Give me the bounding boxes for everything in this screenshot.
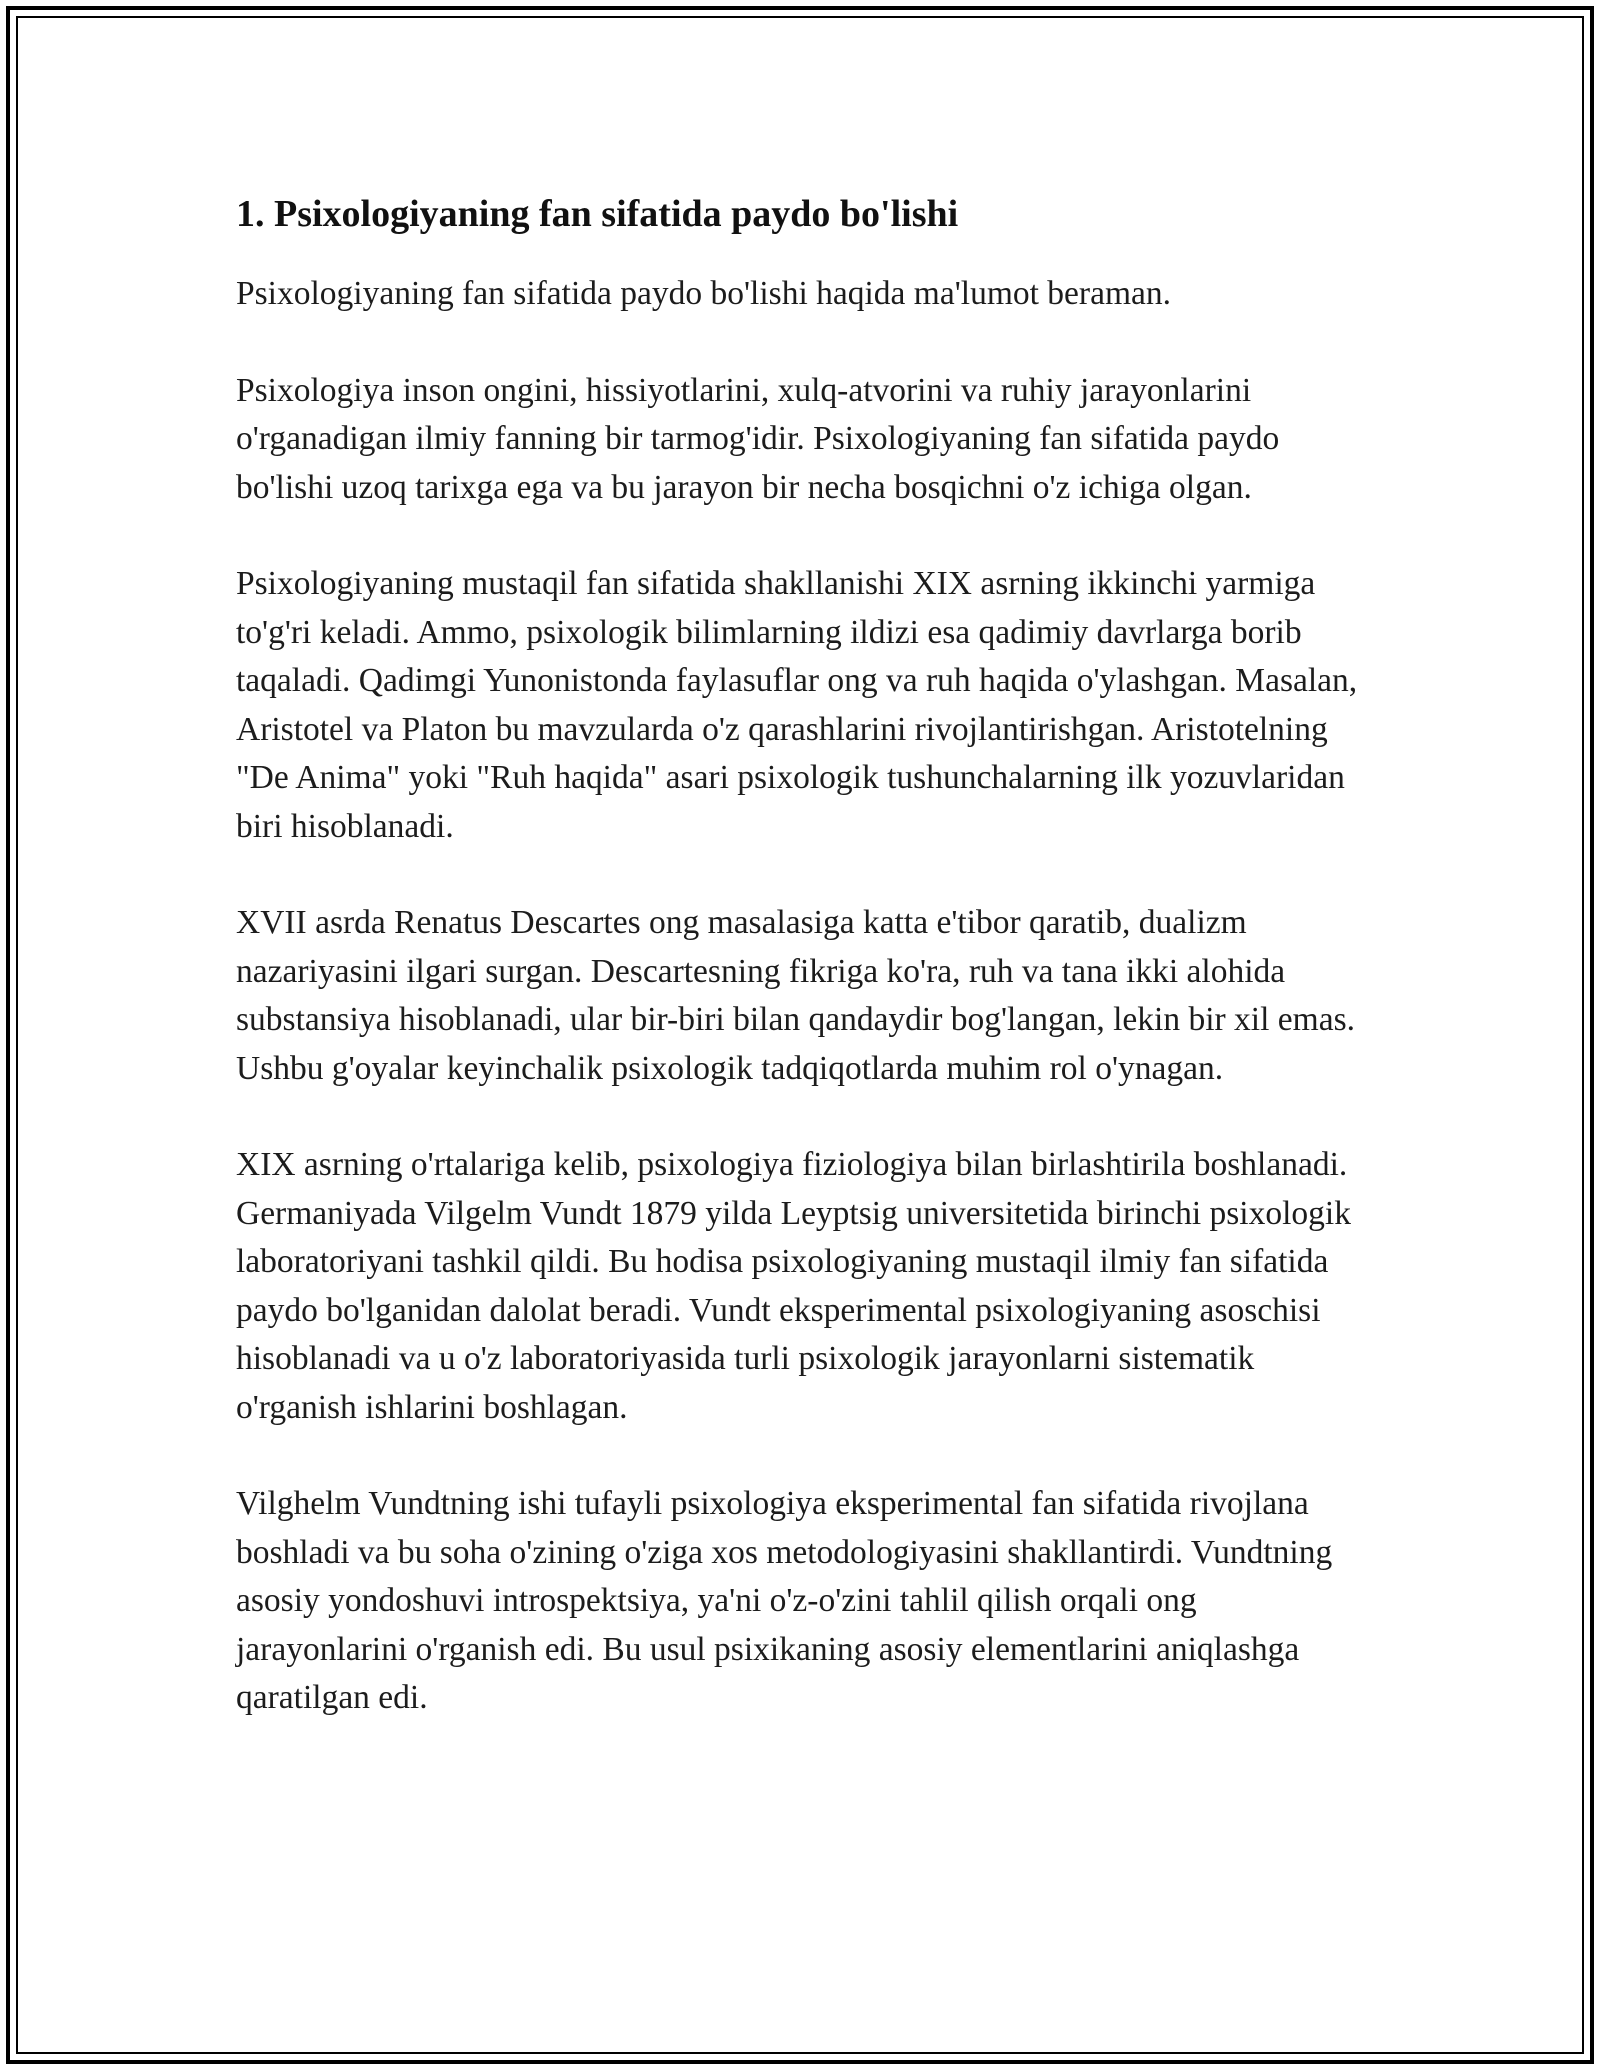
paragraph-ancient-roots: Psixologiyaning mustaqil fan sifatida shakllanishi XIX asrning ikkinchi yarmiga to'g'ri keladi. Ammo, psixologik bilimlarning ildizi esa qadimiy davrlarga borib taqaladi. Qadimgi Yunonistonda faylasuflar ong va ruh haqida o'ylashgan. Masalan, Aristotel va Platon bu mavzularda o'z qarashlarini rivojlantirishgan. Aristotelning "De Anima" yoki "Ruh haqida" asari psixologik tushunchalarning ilk yozuvlaridan biri hisoblanadi. bbox=[236, 565, 1358, 845]
paragraph-definition: Psixologiya inson ongini, hissiyotlarini, xulq-atvorini va ruhiy jarayonlarini o'rganadigan ilmiy fanning bir tarmog'idir. Psixologiyaning fan sifatida paydo bo'lishi uzoq tarixga ega va bu jarayon bir necha bosqichni o'z ichiga olgan. bbox=[236, 371, 1280, 506]
paragraph-wundt-laboratory: XIX asrning o'rtalariga kelib, psixologiya fiziologiya bilan birlashtirila boshlanadi. Germaniyada Vilgelm Vundt 1879 yilda Leyptsig universitetida birinchi psixologik laboratoriyani tashkil qildi. Bu hodisa psixologiyaning mustaqil ilmiy fan sifatida paydo bo'lganidan dalolat beradi. Vundt eksperimental psixologiyaning asoschisi hisoblanadi va u o'z laboratoriyasida turli psixologik jarayonlarni sistematik o'rganish ishlarini boshlagan. bbox=[236, 1146, 1351, 1426]
paragraph-descartes: XVII asrda Renatus Descartes ong masalasiga katta e'tibor qaratib, dualizm nazariyasini ilgari surgan. Descartesning fikriga ko'ra, ruh va tana ikki alohida substansiya hisoblanadi, ular bir-biri bilan qandaydir bog'langan, lekin bir xil emas. Ushbu g'oyalar keyinchalik psixologik tadqiqotlarda muhim rol o'ynagan. bbox=[236, 904, 1355, 1087]
paragraph-intro: Psixologiyaning fan sifatida paydo bo'lishi haqida ma'lumot beraman. bbox=[236, 275, 1172, 312]
document-title: 1. Psixologiyaning fan sifatida paydo bo'lishi bbox=[236, 193, 959, 235]
paragraph-wundt-method: Vilghelm Vundtning ishi tufayli psixologiya eksperimental fan sifatida rivojlana boshladi va bu soha o'zining o'ziga xos metodologiyasini shakllantirdi. Vundtning asosiy yondoshuvi introspektsiya, ya'ni o'z-o'zini tahlil qilish orqali ong jarayonlarini o'rganish edi. Bu usul psixikaning asosiy elementlarini aniqlashga qaratilgan edi. bbox=[236, 1485, 1333, 1716]
document-body bbox=[236, 188, 1376, 1771]
